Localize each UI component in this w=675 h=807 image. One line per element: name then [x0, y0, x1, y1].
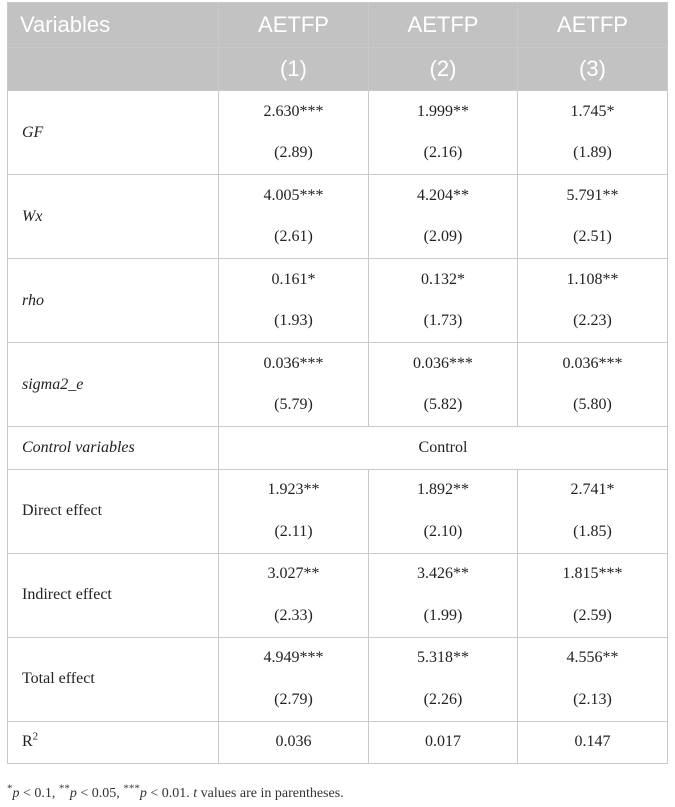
note-star-1: *: [7, 782, 13, 795]
note-t-symbol: t: [193, 786, 198, 801]
tvalue-cell: (2.26): [369, 679, 518, 721]
r2-value: 0.017: [369, 721, 518, 764]
column-number-1: (1): [219, 48, 369, 91]
r2-label-sup: 2: [32, 730, 39, 743]
coef-cell: 1.892**: [369, 469, 518, 511]
coef-cell: 1.745*: [518, 91, 668, 133]
coef-cell: 0.036***: [369, 343, 518, 385]
row-label: Direct effect: [8, 469, 219, 553]
coef-cell: 1.923**: [219, 469, 369, 511]
tvalue-cell: (2.89): [219, 133, 369, 175]
tvalue-cell: (2.79): [219, 679, 369, 721]
coef-cell: 4.556**: [518, 637, 668, 679]
coef-cell: 4.204**: [369, 175, 518, 217]
note-text-4: values are in parentheses.: [197, 786, 344, 801]
coef-cell: 3.027**: [219, 553, 369, 595]
table-row: [8, 637, 668, 679]
column-header-2: AETFP: [369, 3, 518, 48]
row-label: rho: [8, 259, 219, 343]
r2-value: 0.036: [219, 721, 369, 764]
table-row: [8, 469, 668, 511]
note-star-2: **: [58, 782, 70, 795]
r2-label-text: R: [22, 733, 33, 751]
header-row-dependent: [8, 3, 668, 48]
tvalue-cell: (5.82): [369, 385, 518, 427]
control-row: [8, 427, 668, 470]
coef-cell: 5.791**: [518, 175, 668, 217]
tvalue-cell: (2.23): [518, 301, 668, 343]
r2-value: 0.147: [518, 721, 668, 764]
tvalue-cell: (5.80): [518, 385, 668, 427]
coef-cell: 5.318**: [369, 637, 518, 679]
column-header-1: AETFP: [219, 3, 369, 48]
tvalue-cell: (1.89): [518, 133, 668, 175]
tvalue-cell: (2.61): [219, 217, 369, 259]
tvalue-cell: (1.73): [369, 301, 518, 343]
tvalue-cell: (5.79): [219, 385, 369, 427]
table-footnote: [7, 782, 344, 802]
coef-cell: 0.161*: [219, 259, 369, 301]
tvalue-cell: (2.11): [219, 511, 369, 553]
row-label: Total effect: [8, 637, 219, 721]
table-row: [8, 343, 668, 385]
row-label: Indirect effect: [8, 553, 219, 637]
control-value: Control: [219, 427, 668, 470]
coef-cell: 0.036***: [219, 343, 369, 385]
coef-cell: 3.426**: [369, 553, 518, 595]
tvalue-cell: (2.59): [518, 595, 668, 637]
coef-cell: 2.741*: [518, 469, 668, 511]
note-star-3: ***: [123, 782, 140, 795]
coef-cell: 0.132*: [369, 259, 518, 301]
note-text-2: < 0.05,: [76, 786, 124, 801]
coef-cell: 1.108**: [518, 259, 668, 301]
tvalue-cell: (2.10): [369, 511, 518, 553]
row-label: GF: [8, 91, 219, 175]
row-label: sigma2_e: [8, 343, 219, 427]
r2-label: [8, 721, 219, 764]
tvalue-cell: (2.09): [369, 217, 518, 259]
control-label: Control variables: [8, 427, 219, 470]
table-row: [8, 91, 668, 133]
coef-cell: 4.949***: [219, 637, 369, 679]
table-row: [8, 175, 668, 217]
note-p-2: p: [69, 786, 77, 801]
coef-cell: 1.815***: [518, 553, 668, 595]
tvalue-cell: (1.85): [518, 511, 668, 553]
tvalue-cell: (1.93): [219, 301, 369, 343]
coef-cell: 1.999**: [369, 91, 518, 133]
column-number-2: (2): [369, 48, 518, 91]
tvalue-cell: (2.51): [518, 217, 668, 259]
r2-row: [8, 721, 668, 764]
variables-header: Variables: [8, 3, 219, 48]
tvalue-cell: (2.16): [369, 133, 518, 175]
table-row: [8, 553, 668, 595]
coef-cell: 0.036***: [518, 343, 668, 385]
note-text-3: < 0.01.: [146, 786, 194, 801]
column-header-3: AETFP: [518, 3, 668, 48]
row-label: Wx: [8, 175, 219, 259]
coef-cell: 4.005***: [219, 175, 369, 217]
header-blank-cell: [8, 48, 219, 91]
coef-cell: 2.630***: [219, 91, 369, 133]
column-number-3: (3): [518, 48, 668, 91]
note-p-1: p: [12, 786, 20, 801]
regression-table: [7, 2, 668, 764]
note-text-1: < 0.1,: [19, 786, 59, 801]
tvalue-cell: (2.13): [518, 679, 668, 721]
note-p-3: p: [139, 786, 147, 801]
header-row-number: [8, 48, 668, 91]
table-row: [8, 259, 668, 301]
tvalue-cell: (2.33): [219, 595, 369, 637]
tvalue-cell: (1.99): [369, 595, 518, 637]
